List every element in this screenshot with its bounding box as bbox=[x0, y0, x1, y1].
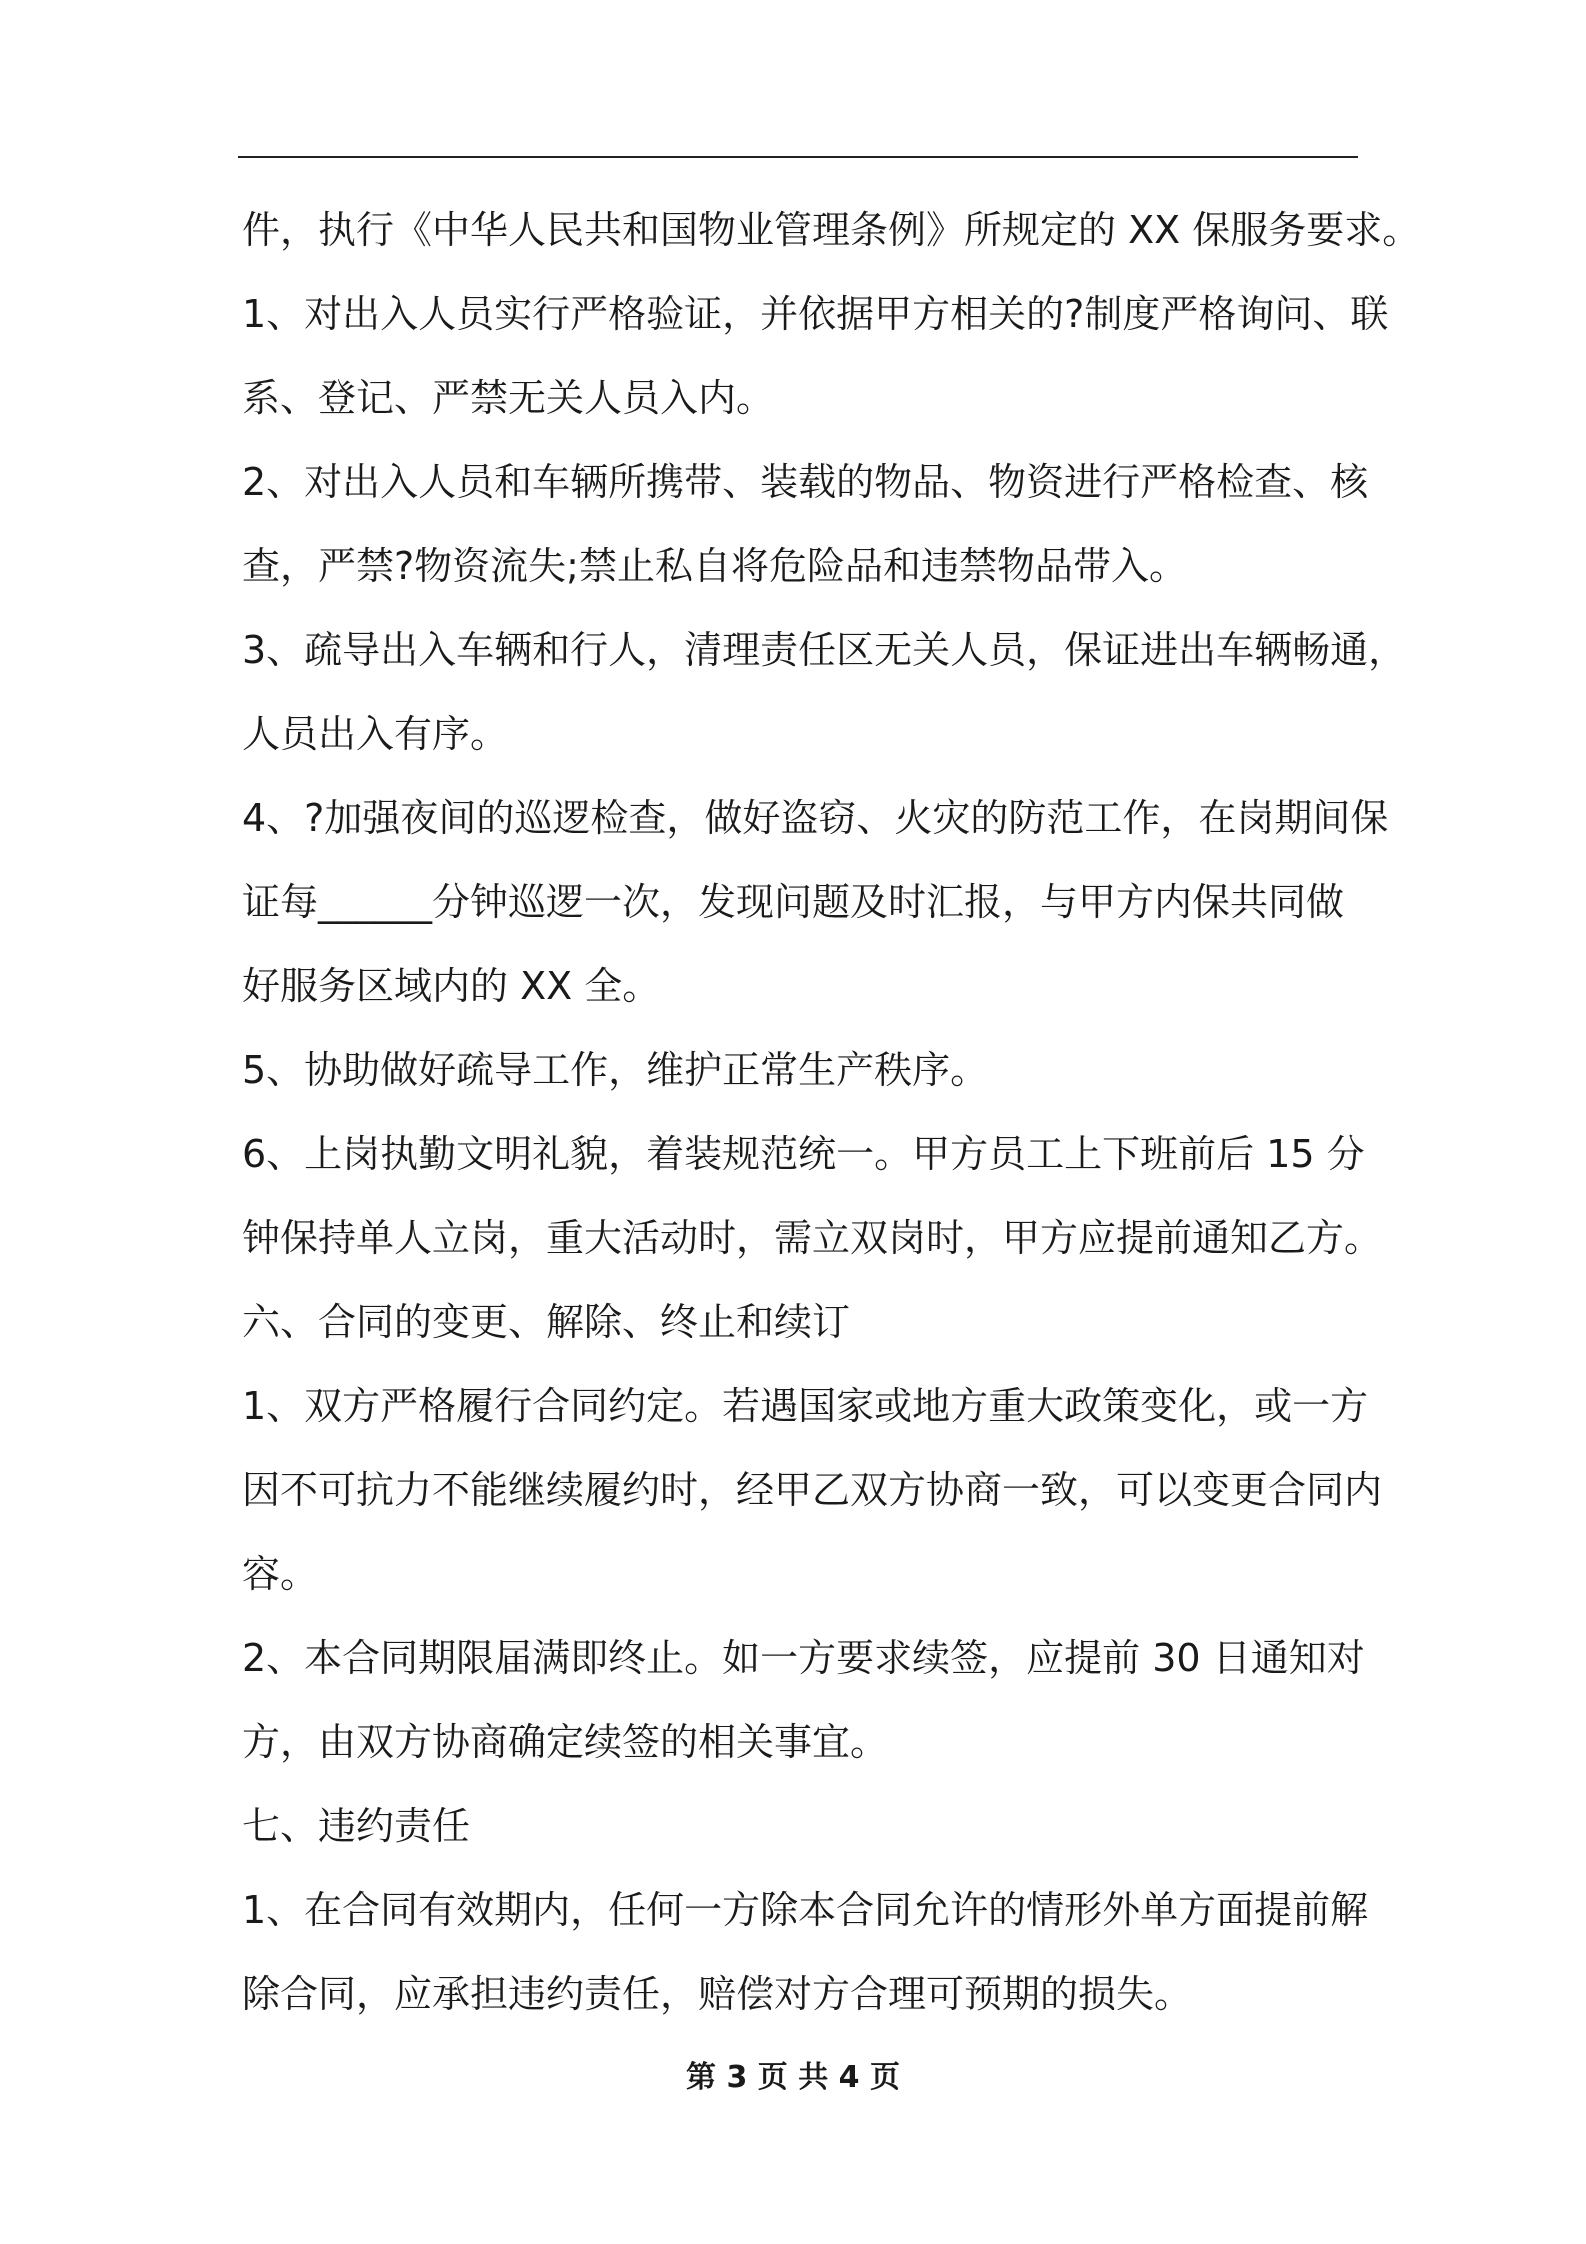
text-line: 方，由双方协商确定续签的相关事宜。 bbox=[242, 1720, 889, 1764]
text-line: 好服务区域内的 XX 全。 bbox=[242, 964, 661, 1008]
text-line: 1、在合同有效期内，任何一方除本合同允许的情形外单方面提前解 bbox=[242, 1888, 1369, 1932]
text-line: 2、本合同期限届满即终止。如一方要求续签，应提前 30 日通知对 bbox=[242, 1636, 1365, 1680]
text-line: 3、疏导出入车辆和行人，清理责任区无关人员，保证进出车辆畅通， bbox=[242, 628, 1407, 672]
text-line: 1、对出入人员实行严格验证，并依据甲方相关的?制度严格询问、联 bbox=[242, 292, 1389, 336]
page-number-footer: 第 3 页 共 4 页 bbox=[686, 2060, 900, 2095]
text-line: 5、协助做好疏导工作，维护正常生产秩序。 bbox=[242, 1048, 989, 1092]
header-rule bbox=[238, 156, 1358, 158]
text-line: 容。 bbox=[242, 1552, 319, 1596]
text-line: 4、?加强夜间的巡逻检查，做好盗窃、火灾的防范工作，在岗期间保 bbox=[242, 796, 1389, 840]
section-heading: 七、违约责任 bbox=[242, 1804, 471, 1848]
section-heading: 六、合同的变更、解除、终止和续订 bbox=[242, 1300, 851, 1344]
text-line: 除合同，应承担违约责任，赔偿对方合理可预期的损失。 bbox=[242, 1972, 1193, 2016]
text-line: 人员出入有序。 bbox=[242, 712, 509, 756]
text-line: 件，执行《中华人民共和国物业管理条例》所规定的 XX 保服务要求。 bbox=[242, 208, 1421, 252]
text-line: 查，严禁?物资流失;禁止私自将危险品和违禁物品带入。 bbox=[242, 544, 1187, 588]
document-body bbox=[242, 196, 1421, 2044]
text-line: 1、双方严格履行合同约定。若遇国家或地方重大政策变化，或一方 bbox=[242, 1384, 1369, 1428]
text-line: 系、登记、严禁无关人员入内。 bbox=[242, 376, 775, 420]
text-line: 因不可抗力不能继续履约时，经甲乙双方协商一致，可以变更合同内 bbox=[242, 1468, 1383, 1512]
text-line: 钟保持单人立岗，重大活动时，需立双岗时，甲方应提前通知乙方。 bbox=[242, 1216, 1383, 1260]
text-line: 2、对出入人员和车辆所携带、装载的物品、物资进行严格检查、核 bbox=[242, 460, 1369, 504]
text-line: 6、上岗执勤文明礼貌，着装规范统一。甲方员工上下班前后 15 分 bbox=[242, 1132, 1365, 1176]
text-line: 证每______分钟巡逻一次，发现问题及时汇报，与甲方内保共同做 bbox=[242, 880, 1345, 924]
